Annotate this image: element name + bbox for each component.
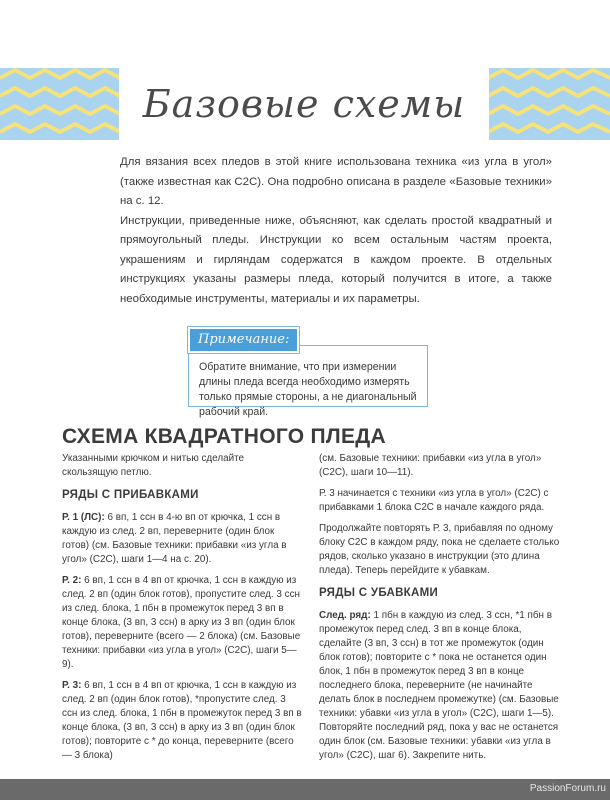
row-2 <box>62 574 302 672</box>
note-box <box>188 345 428 418</box>
subhead-decreases: РЯДЫ С УБАВКАМИ <box>319 587 439 599</box>
subhead-increases: РЯДЫ С ПРИБАВКАМИ <box>62 489 199 501</box>
decrease-row <box>319 609 563 763</box>
note-text: Обратите внимание, что при измерении длины пледа всегда необходимо измерять только прямые стороны, а не диагональный рабочий край. <box>199 361 417 418</box>
right-column <box>319 452 563 770</box>
page-title: Базовые схемы <box>142 82 466 126</box>
intro-paragraph-2: Инструкции, приведенные ниже, объясняют, как сделать простой квадратный и прямоугольный пледы. Инструкции ко всем остальным частям проекта, украшениям и гирляндам содержатся в каждом проекте. В отдельных инструкциях указаны размеры пледа, который получится в итоге, а также необходимые инструменты, материалы и их параметры. <box>120 214 552 305</box>
row-3-note: Р. 3 начинается с техники «из угла в угол» (C2C) с прибавками 1 блока C2C в начале каждого ряда. <box>319 488 549 513</box>
lead-text: Указанными крючком и нитью сделайте скользящую петлю. <box>62 453 245 478</box>
row-3-text: 6 вп, 1 ссн в 4 вп от крючка, 1 ссн в каждую из след. 2 вп (один блок готов), *пропустите след. 3 ссн из след. блока, 1 пбн в промежуток перед 3 вп в конце блока, (3 вп, 3 ссн) в арку из 3 вп (один блок готов); повторите с * до конца, переверните (всего — 3 блока) <box>62 680 302 761</box>
footer-bar <box>0 779 610 800</box>
row-3-continued: (см. Базовые техники: прибавки «из угла в угол» (C2C), шаги 10—11). <box>319 453 542 478</box>
note-label: Примечание: <box>188 327 299 353</box>
left-column <box>62 452 302 770</box>
banner-title-box <box>119 68 489 140</box>
row-1-label: Р. 1 (ЛС): <box>62 512 105 523</box>
row-1-text: 6 вп, 1 ссн в 4-ю вп от крючка, 1 ссн в каждую из след. 2 вп, переверните (один блок готов) (см. Базовые техники: прибавки «из угла в угол» (C2C), шаги 1—4 на с. 20). <box>62 512 287 565</box>
row-2-text: 6 вп, 1 ссн в 4 вп от крючка, 1 ссн в каждую из след. 2 вп (один блок готов), пропустите след. 3 ссн из след. блока, 1 пбн в промежуток перед 3 вп в конце блока, (3 вп, 3 ссн) в арку из 3 вп (один блок готов), переверните (всего — 2 блока) (см. Базовые техники: прибавки «из угла в угол» (C2C), шаги 5—9). <box>62 575 301 670</box>
row-3-label: Р. 3: <box>62 680 82 691</box>
watermark: PassionForum.ru <box>529 783 606 794</box>
intro-text <box>120 153 552 309</box>
decrease-row-label: След. ряд: <box>319 610 371 621</box>
row-1 <box>62 511 302 567</box>
row-2-label: Р. 2: <box>62 575 82 586</box>
intro-paragraph-1: Для вязания всех пледов в этой книге использована техника «из угла в угол» (также известная как C2C). Она подробно описана в разделе «Базовые техники» на с. 12. <box>120 156 552 207</box>
title-banner <box>0 68 610 140</box>
row-3 <box>62 679 302 763</box>
section-title: СХЕМА КВАДРАТНОГО ПЛЕДА <box>62 425 386 448</box>
decrease-row-text: 1 пбн в каждую из след. 3 ссн, *1 пбн в промежуток перед след. 3 вп в конце блока, сделайте (3 вп, 3 ссн) в тот же промежуток (один блок готов); повторите с * пока не останется один блок, 1 пбн в промежуток перед 3 вп в конце последнего блока, переверните (не начинайте делать блок в последнем промежутке) (см. Базовые техники: убавки «из угла в угол» (C2C), шаги 1—5). Повторяйте последний ряд, пока у вас не останется один блок (см. Базовые техники: убавки «из угла в угол» (C2C), шаг 6). Закрепите нить. <box>319 610 559 761</box>
repeat-instruction: Продолжайте повторять Р. 3, прибавляя по одному блоку C2C в каждом ряду, пока не сделаете столько рядов, сколько указано в инструкции (это длина пледа). Теперь перейдите к убавкам. <box>319 523 560 576</box>
